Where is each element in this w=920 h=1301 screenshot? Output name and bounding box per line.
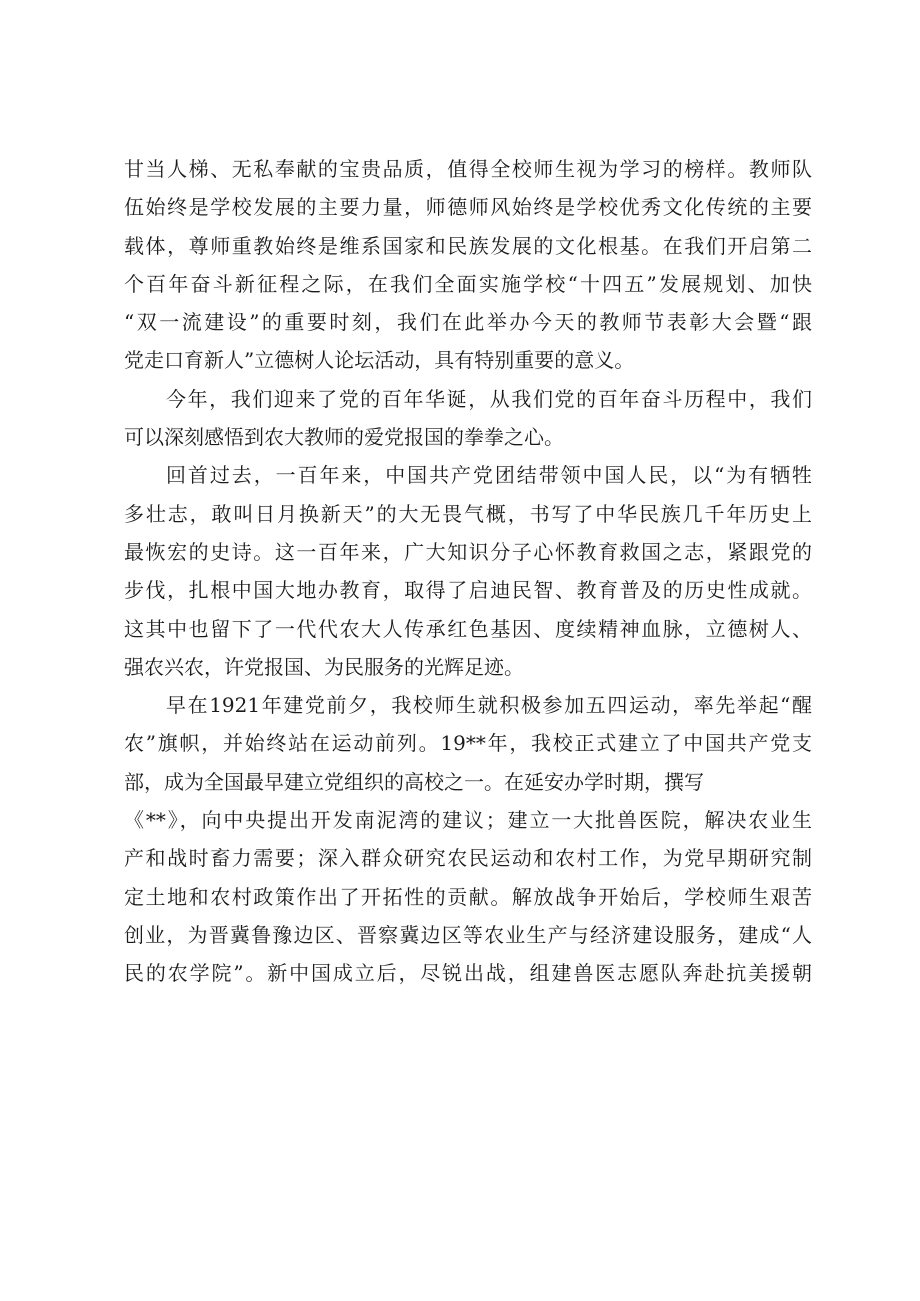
- text-line: 定土地和农村政策作出了开拓性的贡献。解放战争开始后，学校师生艰苦: [124, 884, 812, 909]
- text-line: 最恢宏的史诗。这一百年来，广大知识分子心怀教育救国之志，紧跟党的: [124, 539, 812, 564]
- text-line: 民的农学院”。新中国成立后，尽锐出战，组建兽医志愿队奔赴抗美援朝: [124, 961, 812, 986]
- text-line: 《**》，向中央提出开发南泥湾的建议；建立一大批兽医院，解决农业生: [124, 808, 812, 833]
- text-line: 早在1921年建党前夕，我校师生就积极参加五四运动，率先举起“醒: [166, 693, 812, 718]
- paragraph-3: [124, 456, 812, 686]
- text-line: 个百年奋斗新征程之际，在我们全面实施学校“十四五”发展规划、加快: [124, 271, 812, 296]
- text-line: 可以深刻感悟到农大教师的爱党报国的拳拳之心。: [124, 425, 564, 450]
- text-line: 甘当人梯、无私奉献的宝贵品质，值得全校师生视为学习的榜样。教师队: [124, 157, 812, 181]
- text-line: 伍始终是学校发展的主要力量，师德师风始终是学校优秀文化传统的主要: [124, 195, 812, 220]
- paragraph-2: [124, 380, 812, 457]
- text-line: 党走口育新人”立德树人论坛活动，具有特别重要的意义。: [124, 348, 635, 373]
- paragraph-1: [124, 150, 812, 380]
- text-line: 强农兴农，许党报国、为民服务的光辉足迹。: [124, 654, 524, 679]
- text-line: 农”旗帜，并始终站在运动前列。19**年，我校正式建立了中国共产党支: [124, 731, 812, 756]
- text-line: 多壮志，敢叫日月换新天”的大无畏气概，书写了中华民族几千年历史上: [124, 501, 812, 526]
- text-line: 步伐，扎根中国大地办教育，取得了启迪民智、教育普及的历史性成就。: [124, 578, 812, 603]
- text-line: 部，成为全国最早建立党组织的高校之一。在延安办学时期，撰写: [124, 769, 704, 794]
- text-line: 载体，尊师重教始终是维系国家和民族发展的文化根基。在我们开启第二: [124, 233, 812, 258]
- text-line: 创业，为晋冀鲁豫边区、晋察冀边区等农业生产与经济建设服务，建成“人: [124, 922, 812, 947]
- paragraph-4: [124, 686, 812, 992]
- text-line: 回首过去，一百年来，中国共产党团结带领中国人民，以“为有牺牲: [166, 463, 812, 488]
- text-line: “双一流建设”的重要时刻，我们在此举办今天的教师节表彰大会暨“跟: [124, 310, 812, 335]
- text-line: 今年，我们迎来了党的百年华诞，从我们党的百年奋斗历程中，我们: [166, 386, 812, 411]
- text-line: 这其中也留下了一代代农大人传承红色基因、度续精神血脉，立德树人、: [124, 616, 812, 641]
- text-line: 产和战时畜力需要；深入群众研究农民运动和农村工作，为党早期研究制: [124, 846, 812, 871]
- document-body: [124, 150, 812, 993]
